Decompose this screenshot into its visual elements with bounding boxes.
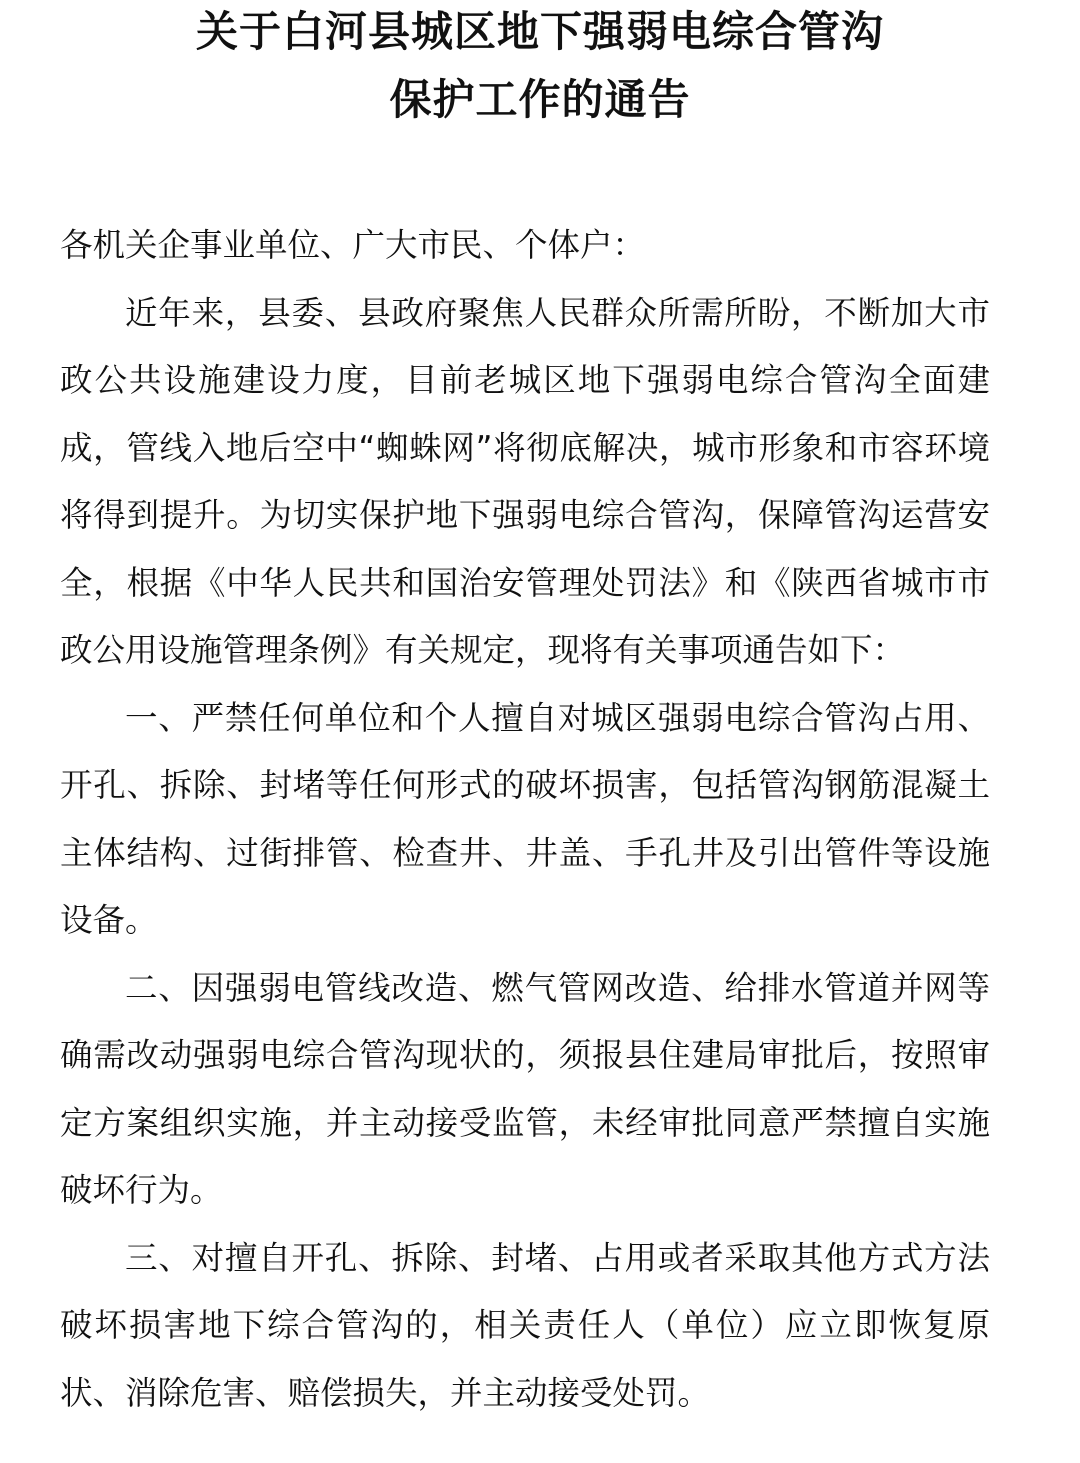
- paragraph-item-1: 一、严禁任何单位和个人擅自对城区强弱电综合管沟占用、开孔、拆除、封堵等任何形式的破坏损害，包括管沟钢筋混凝土主体结构、过街排管、检查井、井盖、手孔井及引出管件等设施设备。: [60, 698, 990, 939]
- paragraph-intro: 近年来，县委、县政府聚焦人民群众所需所盼，不断加大市政公共设施建设力度，目前老城区地下强弱电综合管沟全面建成，管线入地后空中“蜘蛛网”将彻底解决，城市形象和市容环境将得到提升。为切实保护地下强弱电综合管沟，保障管沟运营安全，根据《中华人民共和国治安管理处罚法》和《陕西省城市市政公用设施管理条例》有关规定，现将有关事项通告如下：: [60, 293, 990, 669]
- paragraph-item-2: 二、因强弱电管线改造、燃气管网改造、给排水管道并网等确需改动强弱电综合管沟现状的，须报县住建局审批后，按照审定方案组织实施，并主动接受监管，未经审批同意严禁擅自实施破坏行为。: [60, 968, 990, 1209]
- salutation: 各机关企事业单位、广大市民、个体户：: [60, 226, 646, 264]
- document-title-line-1: 关于白河县城区地下强弱电综合管沟: [195, 7, 884, 56]
- paragraph-item-3: 三、对擅自开孔、拆除、封堵、占用或者采取其他方式方法破坏损害地下综合管沟的，相关责任人（单位）应立即恢复原状、消除危害、赔偿损失，并主动接受处罚。: [60, 1238, 990, 1412]
- document-title-line-2: 保护工作的通告: [389, 75, 691, 124]
- document-body: [60, 212, 990, 1427]
